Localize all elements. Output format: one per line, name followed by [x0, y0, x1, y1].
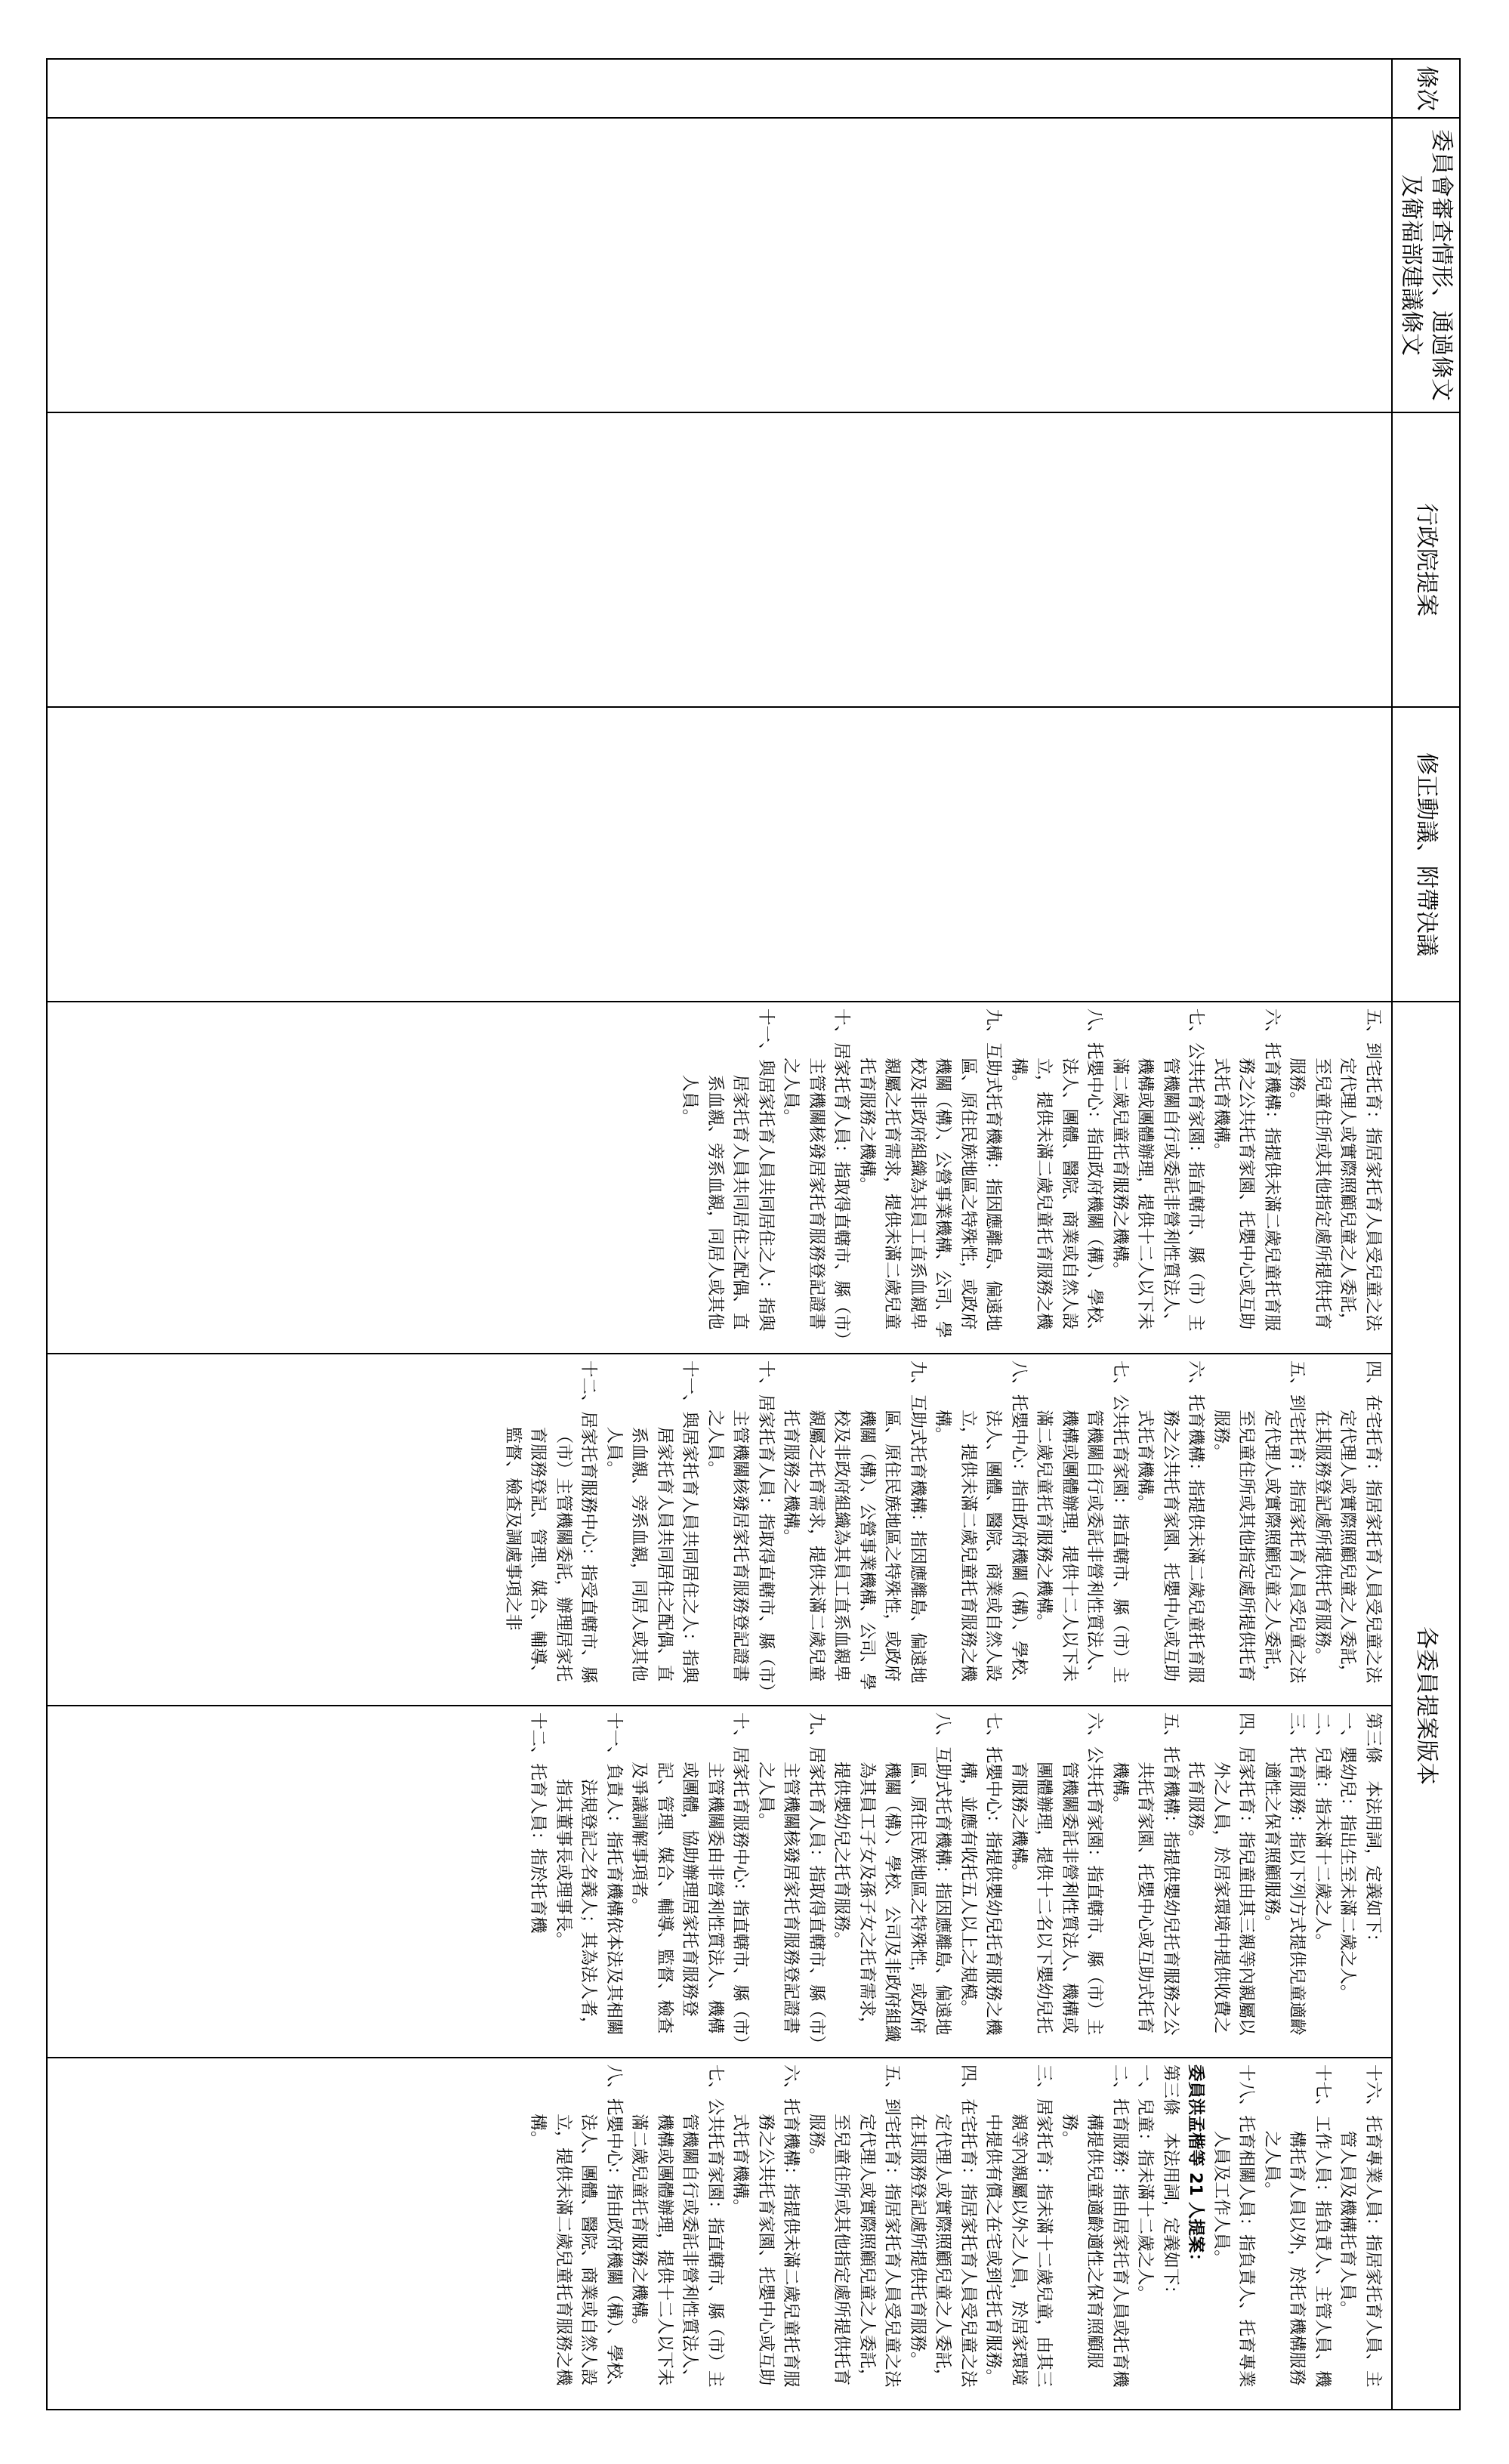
definition-item: 八、托嬰中心：指由政府機關（構）、學校、法人、團體、醫院、商業或自然人設立，提供未滿二歲兒童托育服務之機構。: [1009, 1008, 1105, 1340]
member-version-column: [48, 1002, 1391, 1353]
executive-proposal-cell: [47, 412, 1392, 707]
definition-item: 十、居家托育人員：指取得直轄市、縣（市）主管機關核發居家托育服務登記證書之人員。: [781, 1008, 852, 1340]
header-member-versions: 各委員提案版本: [1392, 1002, 1460, 2410]
definition-item: 九、居家托育人員：指取得直轄市、縣（市）主管機關核發居家托育服務登記證書之人員。: [756, 1712, 826, 2044]
article-no-cell: [47, 59, 1392, 118]
definition-item: 七、公共托育家園：指直轄市、縣（市）主管機關自行或委託非營利性質法人、機構或團體辦理，提供十二人以下未滿二歲兒童托育服務之機構。: [1110, 1008, 1206, 1332]
definition-item: 第三條 本法用詞，定義如下：: [1161, 2064, 1180, 2303]
definition-item: 一、嬰幼兒：指出生至未滿二歲之人。: [1338, 1712, 1358, 2002]
definition-item: 十二、托育人員：指於托育機: [528, 1712, 548, 1934]
definition-item: 十一、與居家托育人員共同居住之人：指與居家托育人員共同居住之配偶、直系血親、旁系血親，同居人或其他人員。: [604, 1360, 700, 1684]
definition-item: 十六、托育專業人員：指居家托育人員、主管人員及機構托育人員。: [1338, 2064, 1383, 2388]
member-version-column: [48, 1705, 1391, 2057]
definition-item: 三、居家托育：指未滿十二歲兒童，由其三親等內親屬以外之人員，於居家環境中提供有償之在宅或到宅托育服務。: [983, 2064, 1054, 2388]
definition-item: 七、公共托育家園：指直轄市、縣（市）主管機關自行或委託非營利性質法人、機構或團體辦理，提供十二人以下未滿二歲兒童托育服務之機構。: [629, 2064, 725, 2388]
member-version-column: [48, 1353, 1391, 1705]
definition-item: 五、到宅托育：指居家托育人員受兒童之法定代理人或實際照顧兒童之人委託，至兒童住所或其他指定處所提供托育服務。: [1287, 1008, 1383, 1332]
definition-item: 七、公共托育家園：指直轄市、縣（市）主管機關自行或委託非營利性質法人、機構或團體辦理，提供十二人以下未滿二歲兒童托育服務之機構。: [1034, 1360, 1130, 1684]
definition-item: 五、到宅托育：指居家托育人員受兒童之法定代理人或實際照顧兒童之人委託，至兒童住所或其他指定處所提供托育服務。: [807, 2064, 903, 2388]
definition-item: 八、托嬰中心：指由政府機關（構）、學校、法人、團體、醫院、商業或自然人設立，提供未滿二歲兒童托育服務之機構。: [933, 1360, 1029, 1692]
definition-item: 十一、與居家托育人員共同居住之人：指與居家托育人員共同居住之配偶、直系血親、旁系血親，同居人或其他人員。: [680, 1008, 776, 1332]
header-executive-proposal: 行政院提案: [1392, 412, 1460, 707]
definition-item: 八、托嬰中心：指由政府機關（構）、學校、法人、團體、醫院、商業或自然人設立，提供未滿二歲兒童托育服務之機構。: [528, 2064, 624, 2396]
definition-item: 五、到宅托育：指居家托育人員受兒童之法定代理人或實際照顧兒童之人委託，至兒童住所或其他指定處所提供托育服務。: [1211, 1360, 1307, 1684]
header-amendment-motion: 修正動議、附帶決議: [1392, 707, 1460, 1002]
definition-item: 二、兒童：指未滿十二歲之人。: [1313, 1712, 1332, 1951]
definition-item: 五、托育機構：指提供嬰幼兒托育服務之公共托育家園、托嬰中心或互助式托育機構。: [1110, 1712, 1180, 2036]
definition-item: 十八、托育相關人員：指負責人、托育專業人員及工作人員。: [1211, 2064, 1257, 2388]
definition-item: 四、在宅托育：指居家托育人員受兒童之法定代理人或實際照顧兒童之人委託，在其服務登記處所提供托育服務。: [1313, 1360, 1383, 1684]
member-versions-columns: [48, 1002, 1391, 2409]
comparison-table: [46, 58, 1461, 2410]
definition-item: 九、互助式托育機構：指因應離島、偏遠地區、原住民族地區之特殊性，或政府機關（構）、公營事業機構、公司、學校及非政府組織為其員工直系血親卑親屬之托育需求，提供未滿二歲兒童托育服務之機構。: [857, 1008, 1004, 1339]
amendment-motion-cell: [47, 707, 1392, 1002]
definition-item: 二、托育服務：指由居家托育人員或托育機構提供兒童適齡適性之保育照顧服務。: [1060, 2064, 1130, 2388]
header-article-no: 條次: [1392, 59, 1460, 118]
definition-item: 十一、負責人：指托育機構依本法及其相關法規登記之名義人；其為法人者，指其董事長或理事長。: [554, 1712, 624, 2036]
proposal-heading: 委員洪孟楷等 21 人提案：: [1186, 2064, 1206, 2270]
definition-item: 六、公共托育家園：指直轄市、縣（市）主管機關委託非營利性質法人、機構或團體辦理，提供十二名以下嬰幼兒托育服務之機構。: [1009, 1712, 1105, 2036]
definition-item: 七、托嬰中心：指提供嬰幼兒托育服務之機構，並應有收托五人以上之規模。: [958, 1712, 1004, 2036]
definition-item: 十七、工作人員：指負責人、主管人員、機構托育人員以外，於托育機構服務之人員。: [1262, 2064, 1332, 2388]
definition-item: 第三條 本法用詞，定義如下：: [1363, 1712, 1383, 1951]
definition-item: 八、互助式托育機構：指因應離島、偏遠地區、原住民族地區之特殊性，或政府機關（構）、學校、公司及非政府組織為其員工子女及孫子女之托育需求，提供嬰幼兒之托育服務。: [832, 1712, 953, 2043]
definition-item: 四、在宅托育：指居家托育人員受兒童之法定代理人或實際照顧兒童之人委託，在其服務登記處所提供托育服務。: [908, 2064, 978, 2388]
definition-item: 十二、居家托育服務中心：指受直轄市、縣（市）主管機關委託，辦理居家托育服務登記、管理、媒合、輔導、監督、檢查及調處事項之非: [503, 1360, 599, 1684]
header-committee-result: 委員會審查情形、通過條文及衛福部建議條文: [1392, 118, 1460, 412]
definition-item: 六、托育機構：指提供未滿二歲兒童托育服務之公共托育家園、托嬰中心或互助式托育機構。: [1211, 1008, 1282, 1332]
member-versions-cell: [47, 1002, 1392, 2410]
definition-item: 一、兒童：指未滿十二歲之人。: [1135, 2064, 1156, 2303]
definition-item: 九、互助式托育機構：指因應離島、偏遠地區、原住民族地區之特殊性，或政府機關（構）、公營事業機構、公司、學校及非政府組織為其員工直系血親卑親屬之托育需求，提供未滿二歲兒童托育服務之機構。: [781, 1360, 927, 1691]
definition-item: 十、居家托育服務中心：指直轄市、縣（市）主管機關委由非營利性質法人、機構或團體，協助辦理居家托育服務登記、管理、媒合、輔導、監督、檢查及爭議調解事項者。: [629, 1712, 751, 2044]
definition-item: 四、居家托育：指兒童由其三親等內親屬以外之人員，於居家環境中提供收費之托育服務。: [1186, 1712, 1257, 2036]
committee-result-cell: [47, 118, 1392, 412]
definition-item: 六、托育機構：指提供未滿二歲兒童托育服務之公共托育家園、托嬰中心或互助式托育機構。: [730, 2064, 801, 2388]
definition-item: 十、居家托育人員：指取得直轄市、縣（市）主管機關核發居家托育服務登記證書之人員。: [705, 1360, 776, 1692]
definition-item: 六、托育機構：指提供未滿二歲兒童托育服務之公共托育家園、托嬰中心或互助式托育機構。: [1135, 1360, 1206, 1684]
member-version-column: [48, 2057, 1391, 2409]
definition-item: 三、托育服務：指以下列方式提供兒童適齡適性之保育照顧服務。: [1262, 1712, 1307, 2036]
